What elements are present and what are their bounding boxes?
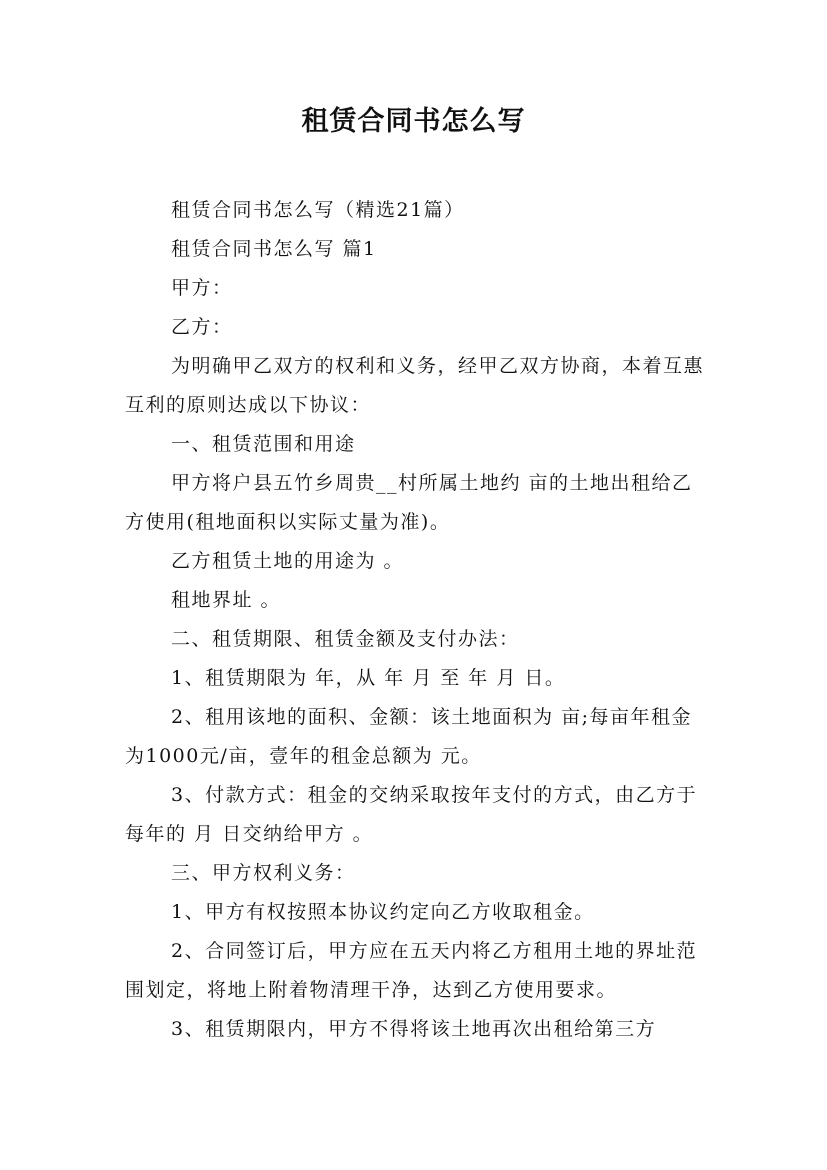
paragraph-clause-2-area: 2、租用该地的面积、金额：该土地面积为 亩;每亩年租金为1000元/亩，壹年的租金总额为 元。 bbox=[125, 706, 693, 767]
paragraph-subtitle: 租赁合同书怎么写（精选21篇） bbox=[171, 199, 465, 221]
paragraph-clause-2-payment: 3、付款方式：租金的交纳采取按年支付的方式，由乙方于每年的 月 日交纳给甲方 。 bbox=[125, 784, 698, 845]
paragraph-clause-2-term: 1、租赁期限为 年，从 年 月 至 年 月 日。 bbox=[171, 667, 566, 689]
paragraph-clause-1-boundary: 租地界址 。 bbox=[171, 589, 282, 611]
paragraph-clause-3-item-1: 1、甲方有权按照本协议约定向乙方收取租金。 bbox=[171, 901, 595, 923]
document-title: 租赁合同书怎么写 bbox=[301, 106, 526, 137]
paragraph-party-a: 甲方： bbox=[171, 277, 233, 299]
paragraph-clause-1-heading: 一、租赁范围和用途 bbox=[171, 433, 356, 455]
paragraph-clause-2-heading: 二、租赁期限、租赁金额及支付办法： bbox=[171, 628, 520, 650]
paragraph-section-heading: 租赁合同书怎么写 篇1 bbox=[171, 238, 377, 260]
paragraph-clause-1-usage: 乙方租赁土地的用途为 。 bbox=[171, 550, 405, 572]
paragraph-party-b: 乙方： bbox=[171, 316, 233, 338]
paragraph-clause-3-item-3: 3、租赁期限内，甲方不得将该土地再次出租给第三方 bbox=[171, 1018, 657, 1040]
paragraph-preamble: 为明确甲乙双方的权利和义务，经甲乙双方协商，本着互惠互利的原则达成以下协议： bbox=[125, 355, 705, 416]
paragraph-clause-1-scope: 甲方将户县五竹乡周贵__村所属土地约 亩的土地出租给乙方使用(租地面积以实际丈量为准)。 bbox=[125, 472, 693, 533]
document-body bbox=[125, 191, 708, 1049]
paragraph-clause-3-item-2: 2、合同签订后，甲方应在五天内将乙方租用土地的界址范围划定，将地上附着物清理干净，达到乙方使用要求。 bbox=[125, 940, 698, 1001]
paragraph-clause-3-heading: 三、甲方权利义务： bbox=[171, 862, 356, 884]
